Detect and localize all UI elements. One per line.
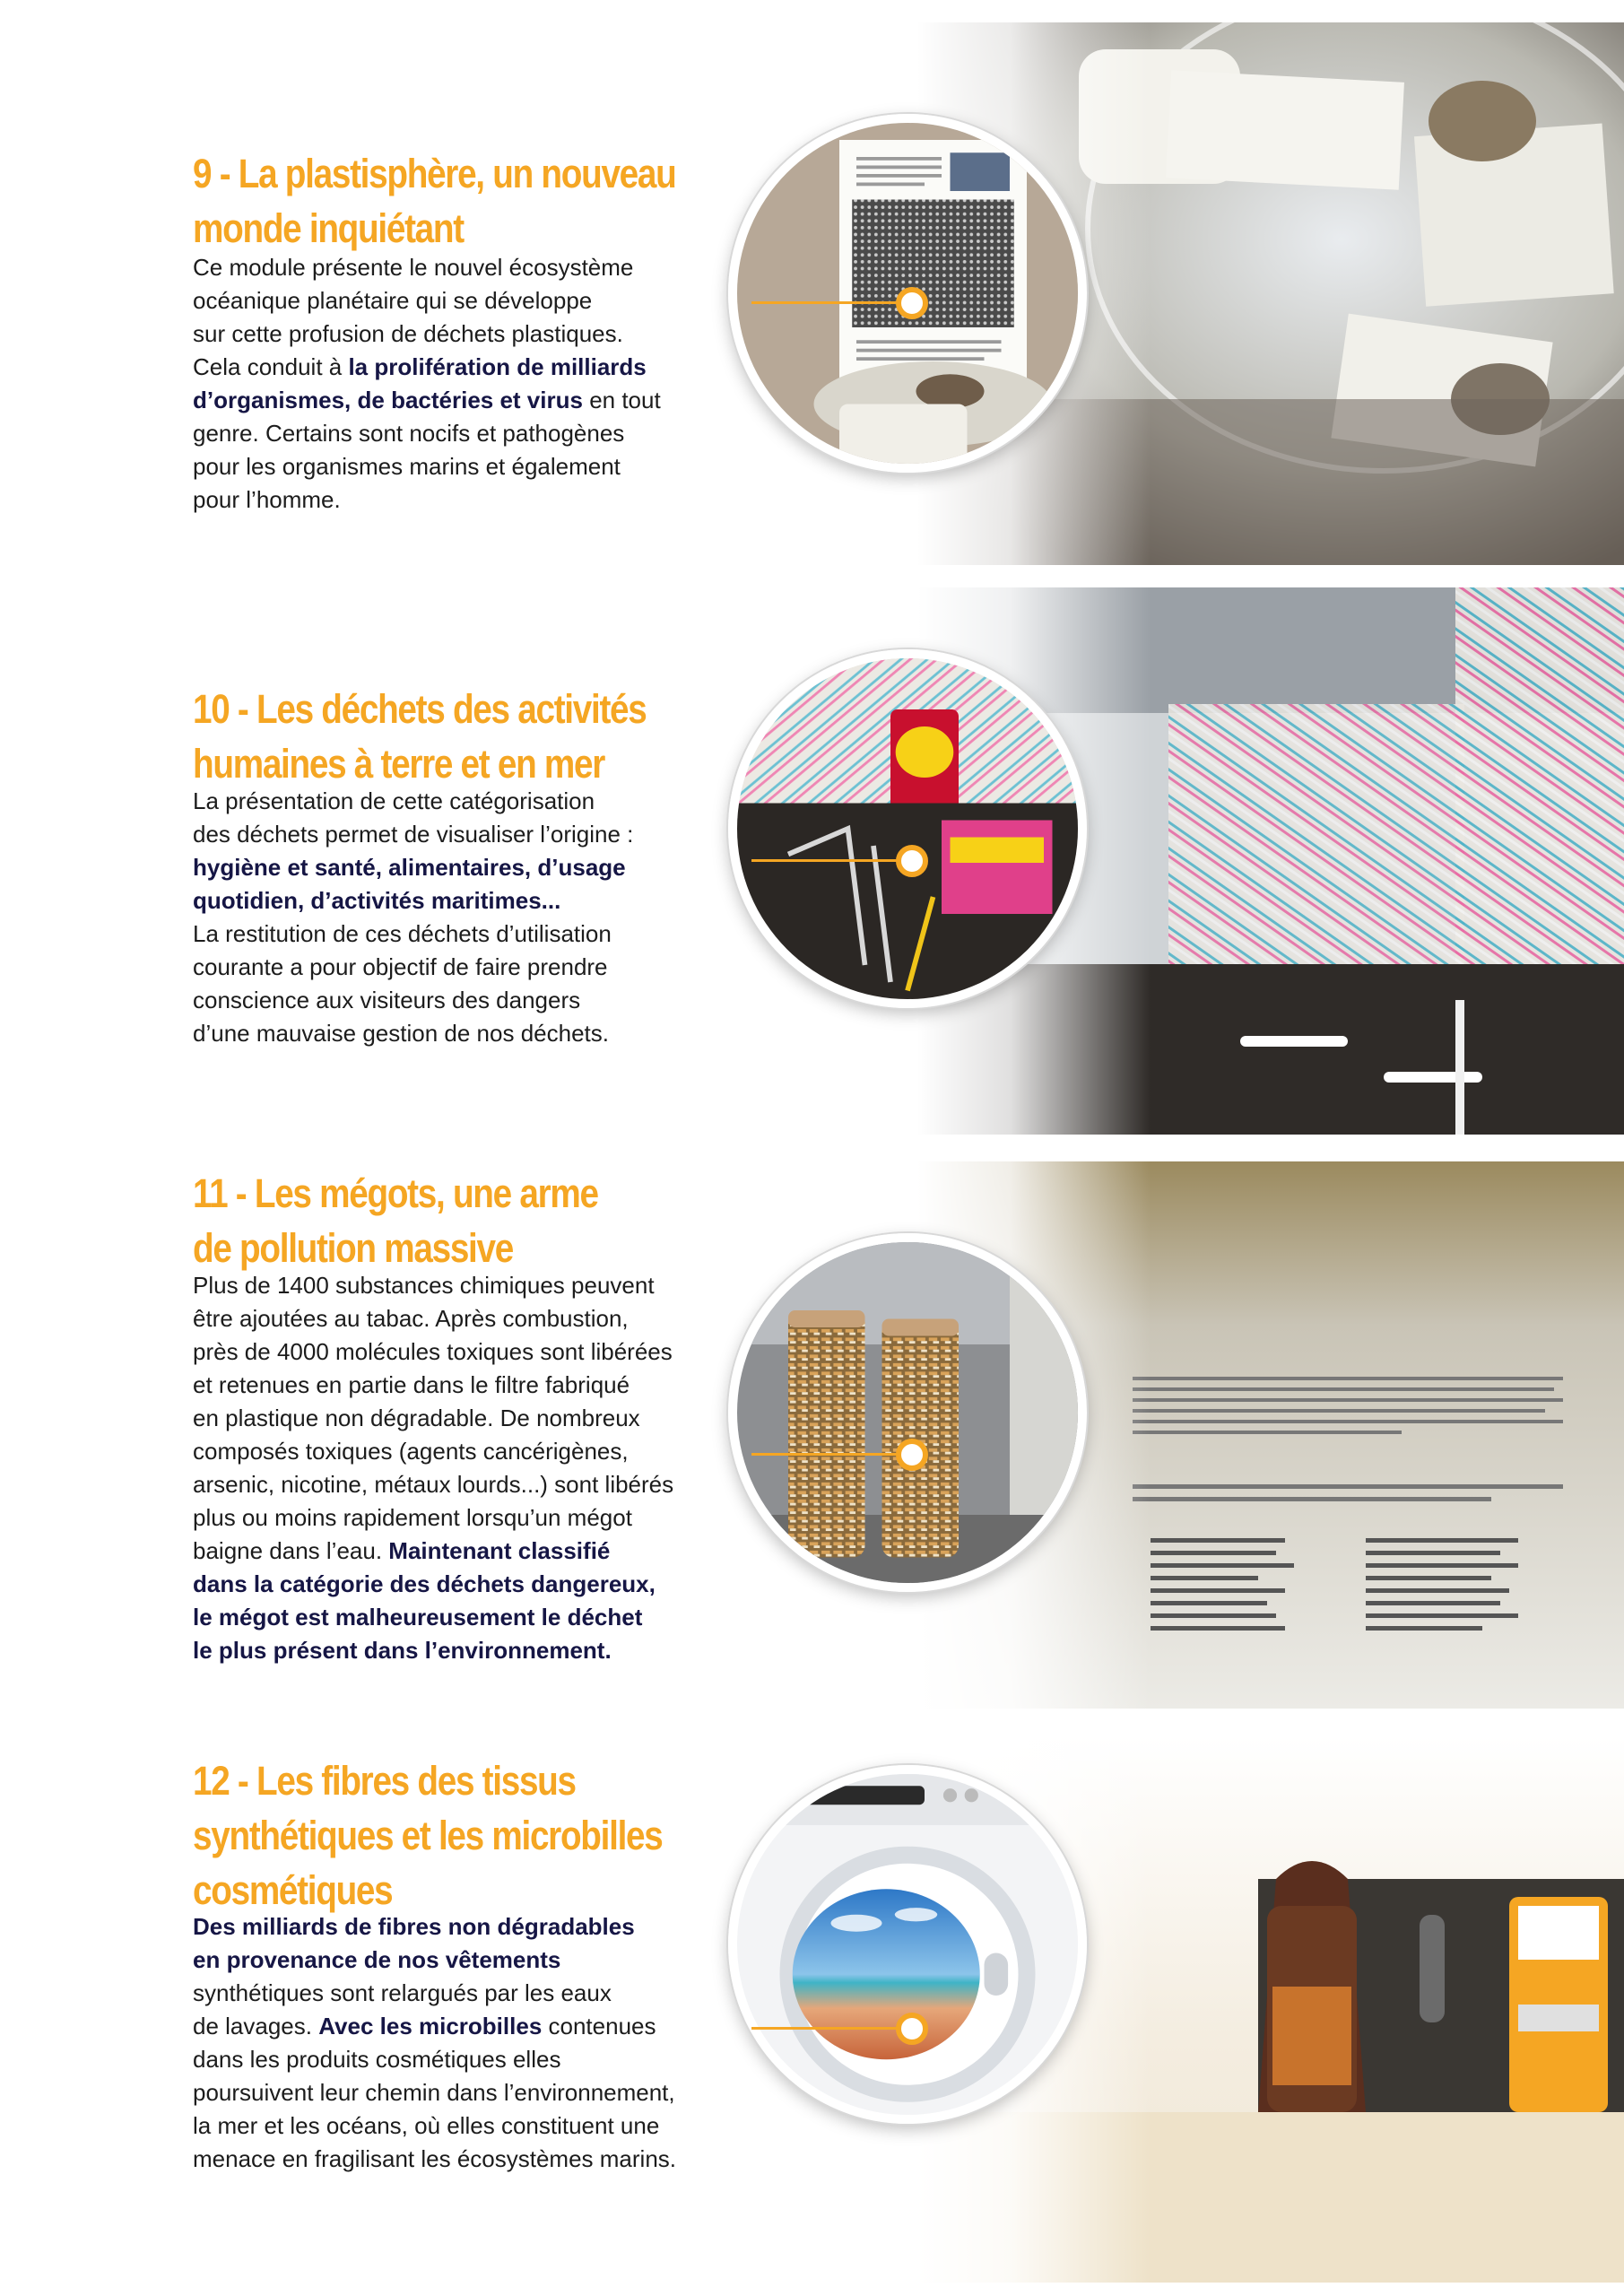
section-cigarette-butts — [0, 1148, 1624, 1722]
connector-line — [751, 2027, 904, 2030]
section-body: La présentation de cette catégorisation des déchets permet de visualiser l’origine : hygiène et santé, alimentaires, d’usage quotidien, d’activités maritimes... La restitution de ces déchets d’utilisation courante a pour objectif de faire prendre conscience aux visiteurs des dangers d’une mauvaise gestion de nos déchets. — [193, 787, 634, 1047]
section-title: 9 - La plastisphère, un nouveau monde inquiétant — [193, 151, 676, 251]
section-title: 10 - Les déchets des activités humaines à terre et en mer — [193, 686, 647, 787]
connector-line — [751, 1453, 904, 1456]
cigarette-circle-photo — [728, 1233, 1087, 1592]
marker-dot — [896, 287, 928, 319]
marker-dot — [896, 845, 928, 877]
waste-circle-photo — [728, 649, 1087, 1008]
section-body: Plus de 1400 substances chimiques peuvent être ajoutées au tabac. Après combustion, près de 4000 molécules toxiques sont libérées et retenues en partie dans le filtre fabriqué en plastique non dégradable. De nombreux composés toxiques (agents cancérigènes, arsenic, nicotine, métaux lourds...) sont libérés plus ou moins rapidement lorsqu’un mégot baigne dans l’eau. Maintenant classifié dans la catégorie des déchets dangereux, le mégot est malheureusement le déchet le plus présent dans l’environnement. — [193, 1272, 674, 1664]
section-fibres-microbeads — [0, 1722, 1624, 2296]
section-plastisphere — [0, 0, 1624, 574]
connector-line — [751, 301, 904, 304]
section-waste — [0, 574, 1624, 1148]
section-title: 12 - Les fibres des tissus synthétiques et les microbilles cosmétiques — [193, 1758, 663, 1913]
marker-dot — [896, 2013, 928, 2045]
washing-machine-circle-photo — [728, 1765, 1087, 2124]
connector-line — [751, 859, 904, 862]
section-title: 11 - Les mégots, une arme de pollution massive — [193, 1170, 598, 1271]
section-body: Des milliards de fibres non dégradables en provenance de nos vêtements synthétiques sont relargués par les eaux de lavages. Avec les microbilles contenues dans les produits cosmétiques elles poursuivent leur chemin dans l’environnement, la mer et les océans, où elles constituent une menace en fragilisant les écosystèmes marins. — [193, 1913, 677, 2172]
marker-dot — [896, 1439, 928, 1471]
section-body: Ce module présente le nouvel écosystème océanique planétaire qui se développe sur cette profusion de déchets plastiques. Cela conduit à la prolifération de milliards d’organismes, de bactéries et virus en tout genre. Certains sont nocifs et pathogènes pour les organismes marins et également pour l’homme. — [193, 254, 661, 513]
